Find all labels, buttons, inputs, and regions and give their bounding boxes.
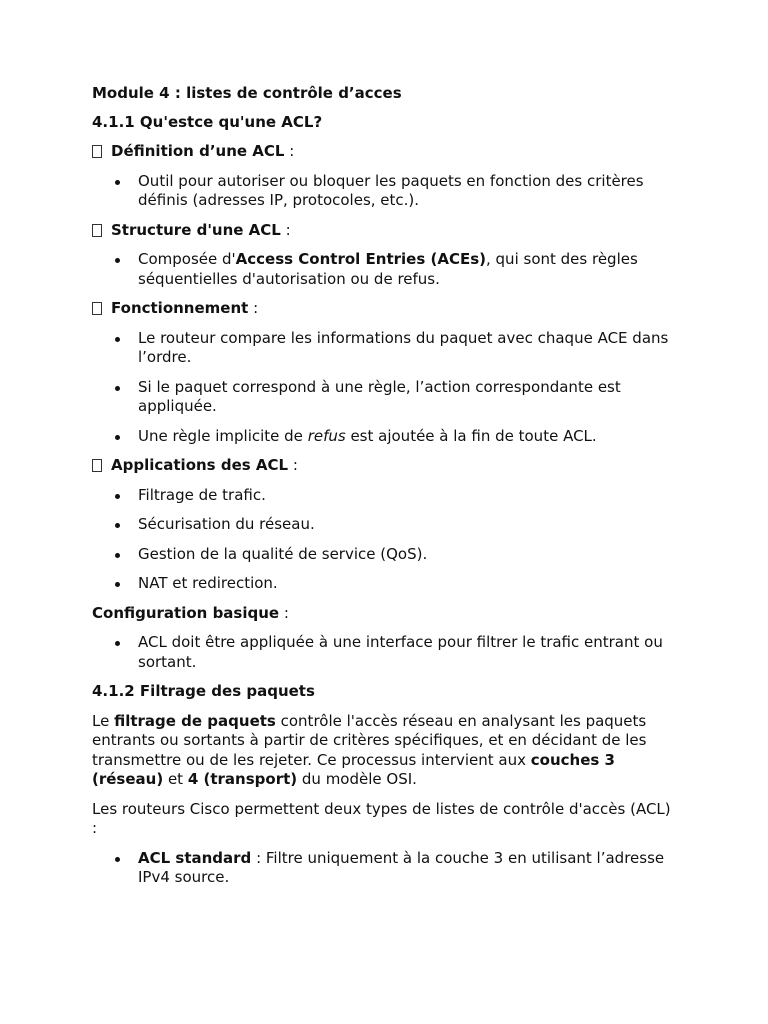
- acl-types-paragraph: Les routeurs Cisco permettent deux types de listes de contrôle d'accès (ACL) :: [92, 799, 671, 837]
- list-item: Outil pour autoriser ou bloquer les paquets en fonction des critères définis (adresses IP, protocoles, etc.).: [92, 172, 678, 211]
- list-item: ACL doit être appliquée à une interface pour filtrer le trafic entrant ou sortant.: [92, 633, 678, 672]
- p1-text-g: du modèle OSI.: [297, 770, 417, 788]
- filtering-paragraph: [92, 712, 676, 790]
- applications-heading: [92, 456, 676, 476]
- structure-list: [92, 250, 676, 289]
- missing-glyph-icon: [92, 459, 102, 472]
- list-item: Sécurisation du réseau.: [92, 515, 678, 535]
- p1-text-c: contrôle l'accès réseau en analysant les paquets entrants ou sortants à partir de critères spécifiques, et en décidant de les transmettre ou de les rejeter. Ce processus intervient aux: [92, 711, 647, 769]
- list-item: Si le paquet correspond à une règle, l’action correspondante est appliquée.: [92, 378, 678, 417]
- applications-label: Applications des ACL: [111, 456, 289, 474]
- implicit-rule-suffix: est ajoutée à la fin de toute ACL.: [345, 426, 597, 445]
- definition-heading: [92, 142, 676, 162]
- list-item: Filtrage de trafic.: [92, 486, 678, 506]
- definition-list: [92, 172, 676, 211]
- definition-label: Définition d’une ACL: [111, 142, 285, 160]
- config-label: Configuration basique: [92, 603, 280, 622]
- list-item: [92, 849, 678, 888]
- list-item: [92, 250, 678, 289]
- config-heading: [92, 604, 676, 624]
- config-sep: :: [279, 603, 289, 622]
- fonctionnement-heading: [92, 299, 676, 319]
- section-4-1-1-heading: 4.1.1 Qu'estce qu'une ACL?: [92, 112, 323, 131]
- p1-bold-filtering: filtrage de paquets: [114, 711, 276, 730]
- p1-text-e: et: [163, 770, 188, 788]
- document-title: Module 4 : listes de contrôle d’acces: [92, 84, 402, 102]
- missing-glyph-icon: [92, 145, 102, 158]
- fonctionnement-list: [92, 329, 676, 447]
- acl-types-list: [92, 849, 676, 888]
- list-item: Le routeur compare les informations du paquet avec chaque ACE dans l’ordre.: [92, 329, 678, 368]
- structure-label: Structure d'une ACL: [111, 220, 281, 239]
- applications-list: [92, 486, 676, 594]
- section-4-1-2-heading: 4.1.2 Filtrage des paquets: [92, 682, 315, 700]
- applications-sep: :: [288, 456, 298, 474]
- definition-sep: :: [284, 142, 295, 160]
- missing-glyph-icon: [92, 224, 102, 237]
- structure-item-prefix: Composée d': [138, 250, 236, 268]
- p1-bold-layer4: 4 (transport): [187, 770, 298, 788]
- p1-text-a: Le: [92, 711, 115, 730]
- list-item: Gestion de la qualité de service (QoS).: [92, 545, 678, 565]
- p1-bold-layer3: couches 3 (réseau): [92, 750, 615, 788]
- list-item: [92, 427, 678, 447]
- structure-heading: [92, 221, 676, 241]
- config-list: [92, 633, 676, 672]
- missing-glyph-icon: [92, 302, 102, 315]
- list-item: NAT et redirection.: [92, 574, 678, 594]
- acl-standard-label: ACL standard: [138, 848, 252, 867]
- fonctionnement-label: Fonctionnement: [111, 299, 249, 317]
- structure-item-bold: Access Control Entries (ACEs): [235, 250, 486, 268]
- structure-item-suffix: , qui sont des règles séquentielles d'autorisation ou de refus.: [138, 250, 638, 288]
- implicit-rule-italic: refus: [307, 426, 346, 445]
- implicit-rule-prefix: Une règle implicite de: [138, 426, 308, 445]
- structure-sep: :: [280, 220, 291, 239]
- fonctionnement-sep: :: [248, 299, 259, 317]
- acl-standard-text: : Filtre uniquement à la couche 3 en utilisant l’adresse IPv4 source.: [138, 848, 665, 886]
